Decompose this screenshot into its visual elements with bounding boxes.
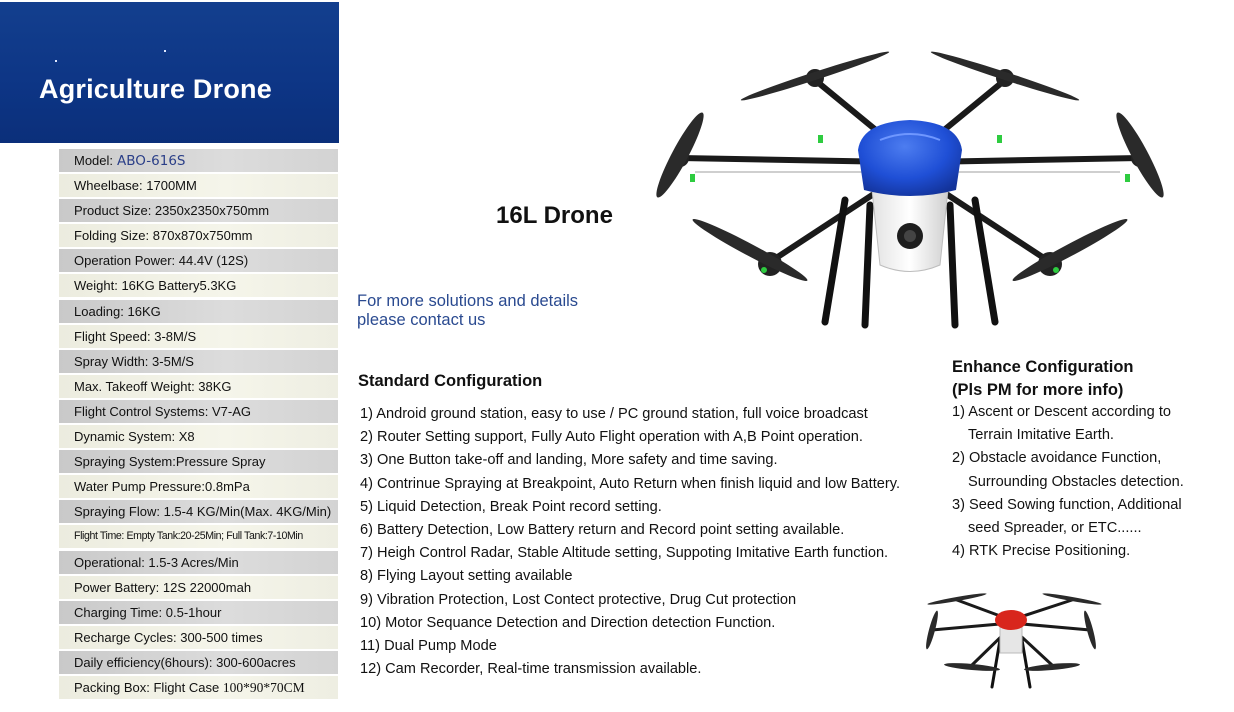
contact-line: please contact us (357, 311, 486, 329)
contact-line: For more solutions and details (357, 292, 579, 310)
spec-row: Charging Time: 0.5-1hour (59, 601, 338, 624)
list-item: 3) One Button take-off and landing, More safety and time saving. (360, 452, 778, 469)
list-item: 2) Router Setting support, Fully Auto Flight operation with A,B Point operation. (360, 429, 863, 446)
enhance-heading-line: Enhance Configuration (952, 358, 1134, 376)
spec-row: Wheelbase: 1700MM (59, 174, 338, 197)
spec-label: Model: (74, 153, 114, 168)
drone-small-image (912, 585, 1110, 695)
standard-config-list (360, 403, 900, 681)
list-item-cont: Terrain Imitative Earth. (968, 427, 1114, 444)
spec-row: Max. Takeoff Weight: 38KG (59, 375, 338, 398)
spec-row-flight-time: Flight Time: Empty Tank:20-25Min; Full Tank:7-10Min (59, 525, 338, 548)
spec-row: Water Pump Pressure:0.8mPa (59, 475, 338, 498)
list-item: 6) Battery Detection, Low Battery return and Record point setting available. (360, 521, 845, 538)
list-item-text: 3) Seed Sowing function, Additional (952, 496, 1182, 513)
list-item: 1) Android ground station, easy to use / PC ground station, full voice broadcast (360, 406, 868, 422)
model-value: ABO-616S (117, 153, 186, 169)
spec-row: Flight Speed: 3-8M/S (59, 325, 338, 348)
enhance-config-heading (952, 356, 1222, 402)
spec-row: Dynamic System: X8 (59, 425, 338, 448)
list-item-text: 2) Obstacle avoidance Function, (952, 450, 1162, 467)
list-item: 8) Flying Layout setting available (360, 568, 573, 585)
spec-row: Operation Power: 44.4V (12S) (59, 249, 338, 272)
list-item: 7) Heigh Control Radar, Stable Altitude setting, Suppoting Imitative Earth function. (360, 545, 889, 562)
spec-row: Spraying Flow: 1.5-4 KG/Min(Max. 4KG/Min) (59, 500, 338, 523)
spec-row: Flight Control Systems: V7-AG (59, 400, 338, 423)
list-item-text: 1) Ascent or Descent according to (952, 404, 1172, 420)
standard-config-heading: Standard Configuration (358, 372, 543, 390)
banner-speck (164, 50, 166, 52)
page-title: Agriculture Drone (39, 74, 272, 104)
spec-label: Packing Box: Flight Case (74, 679, 220, 695)
packing-size: 100*90*70CM (222, 679, 305, 695)
list-item: 12) Cam Recorder, Real-time transmission available. (360, 661, 702, 678)
banner-speck (55, 60, 57, 62)
spec-table (59, 149, 338, 701)
spec-row: Daily efficiency(6hours): 300-600acres (59, 651, 338, 674)
spec-row-packing (59, 676, 338, 699)
spec-row: Spraying System:Pressure Spray (59, 450, 338, 473)
spec-row: Weight: 16KG Battery5.3KG (59, 274, 338, 297)
list-item (952, 540, 1232, 563)
list-item: 11) Dual Pump Mode (360, 637, 497, 654)
list-item: 10) Motor Sequance Detection and Direction detection Function. (360, 614, 776, 631)
list-item: 4) Contrinue Spraying at Breakpoint, Auto Return when finish liquid and low Battery. (360, 475, 901, 492)
spec-row: Spray Width: 3-5M/S (59, 350, 338, 373)
list-item-text: 4) RTK Precise Positioning. (952, 543, 1131, 560)
list-item: 5) Liquid Detection, Break Point record setting. (360, 498, 662, 515)
spec-row: Power Battery: 12S 22000mah (59, 576, 338, 599)
list-item: 9) Vibration Protection, Lost Contect protective, Drug Cut protection (360, 591, 797, 608)
title-banner (0, 2, 339, 143)
spec-row-model (59, 149, 338, 172)
enhance-heading-line: (Pls PM for more info) (952, 381, 1124, 399)
list-item (952, 447, 1232, 493)
spec-row: Operational: 1.5-3 Acres/Min (59, 551, 338, 574)
product-heading: 16L Drone (496, 202, 613, 229)
drone-main-image (640, 40, 1180, 340)
spec-row: Loading: 16KG (59, 300, 338, 323)
spec-row: Folding Size: 870x870x750mm (59, 224, 338, 247)
list-item (952, 494, 1232, 540)
list-item-cont: seed Spreader, or ETC...... (968, 520, 1142, 537)
list-item-cont: Surrounding Obstacles detection. (968, 473, 1184, 490)
list-item (952, 401, 1232, 447)
spec-row: Recharge Cycles: 300-500 times (59, 626, 338, 649)
enhance-config-list (952, 401, 1232, 563)
contact-note (357, 292, 657, 330)
spec-row: Product Size: 2350x2350x750mm (59, 199, 338, 222)
